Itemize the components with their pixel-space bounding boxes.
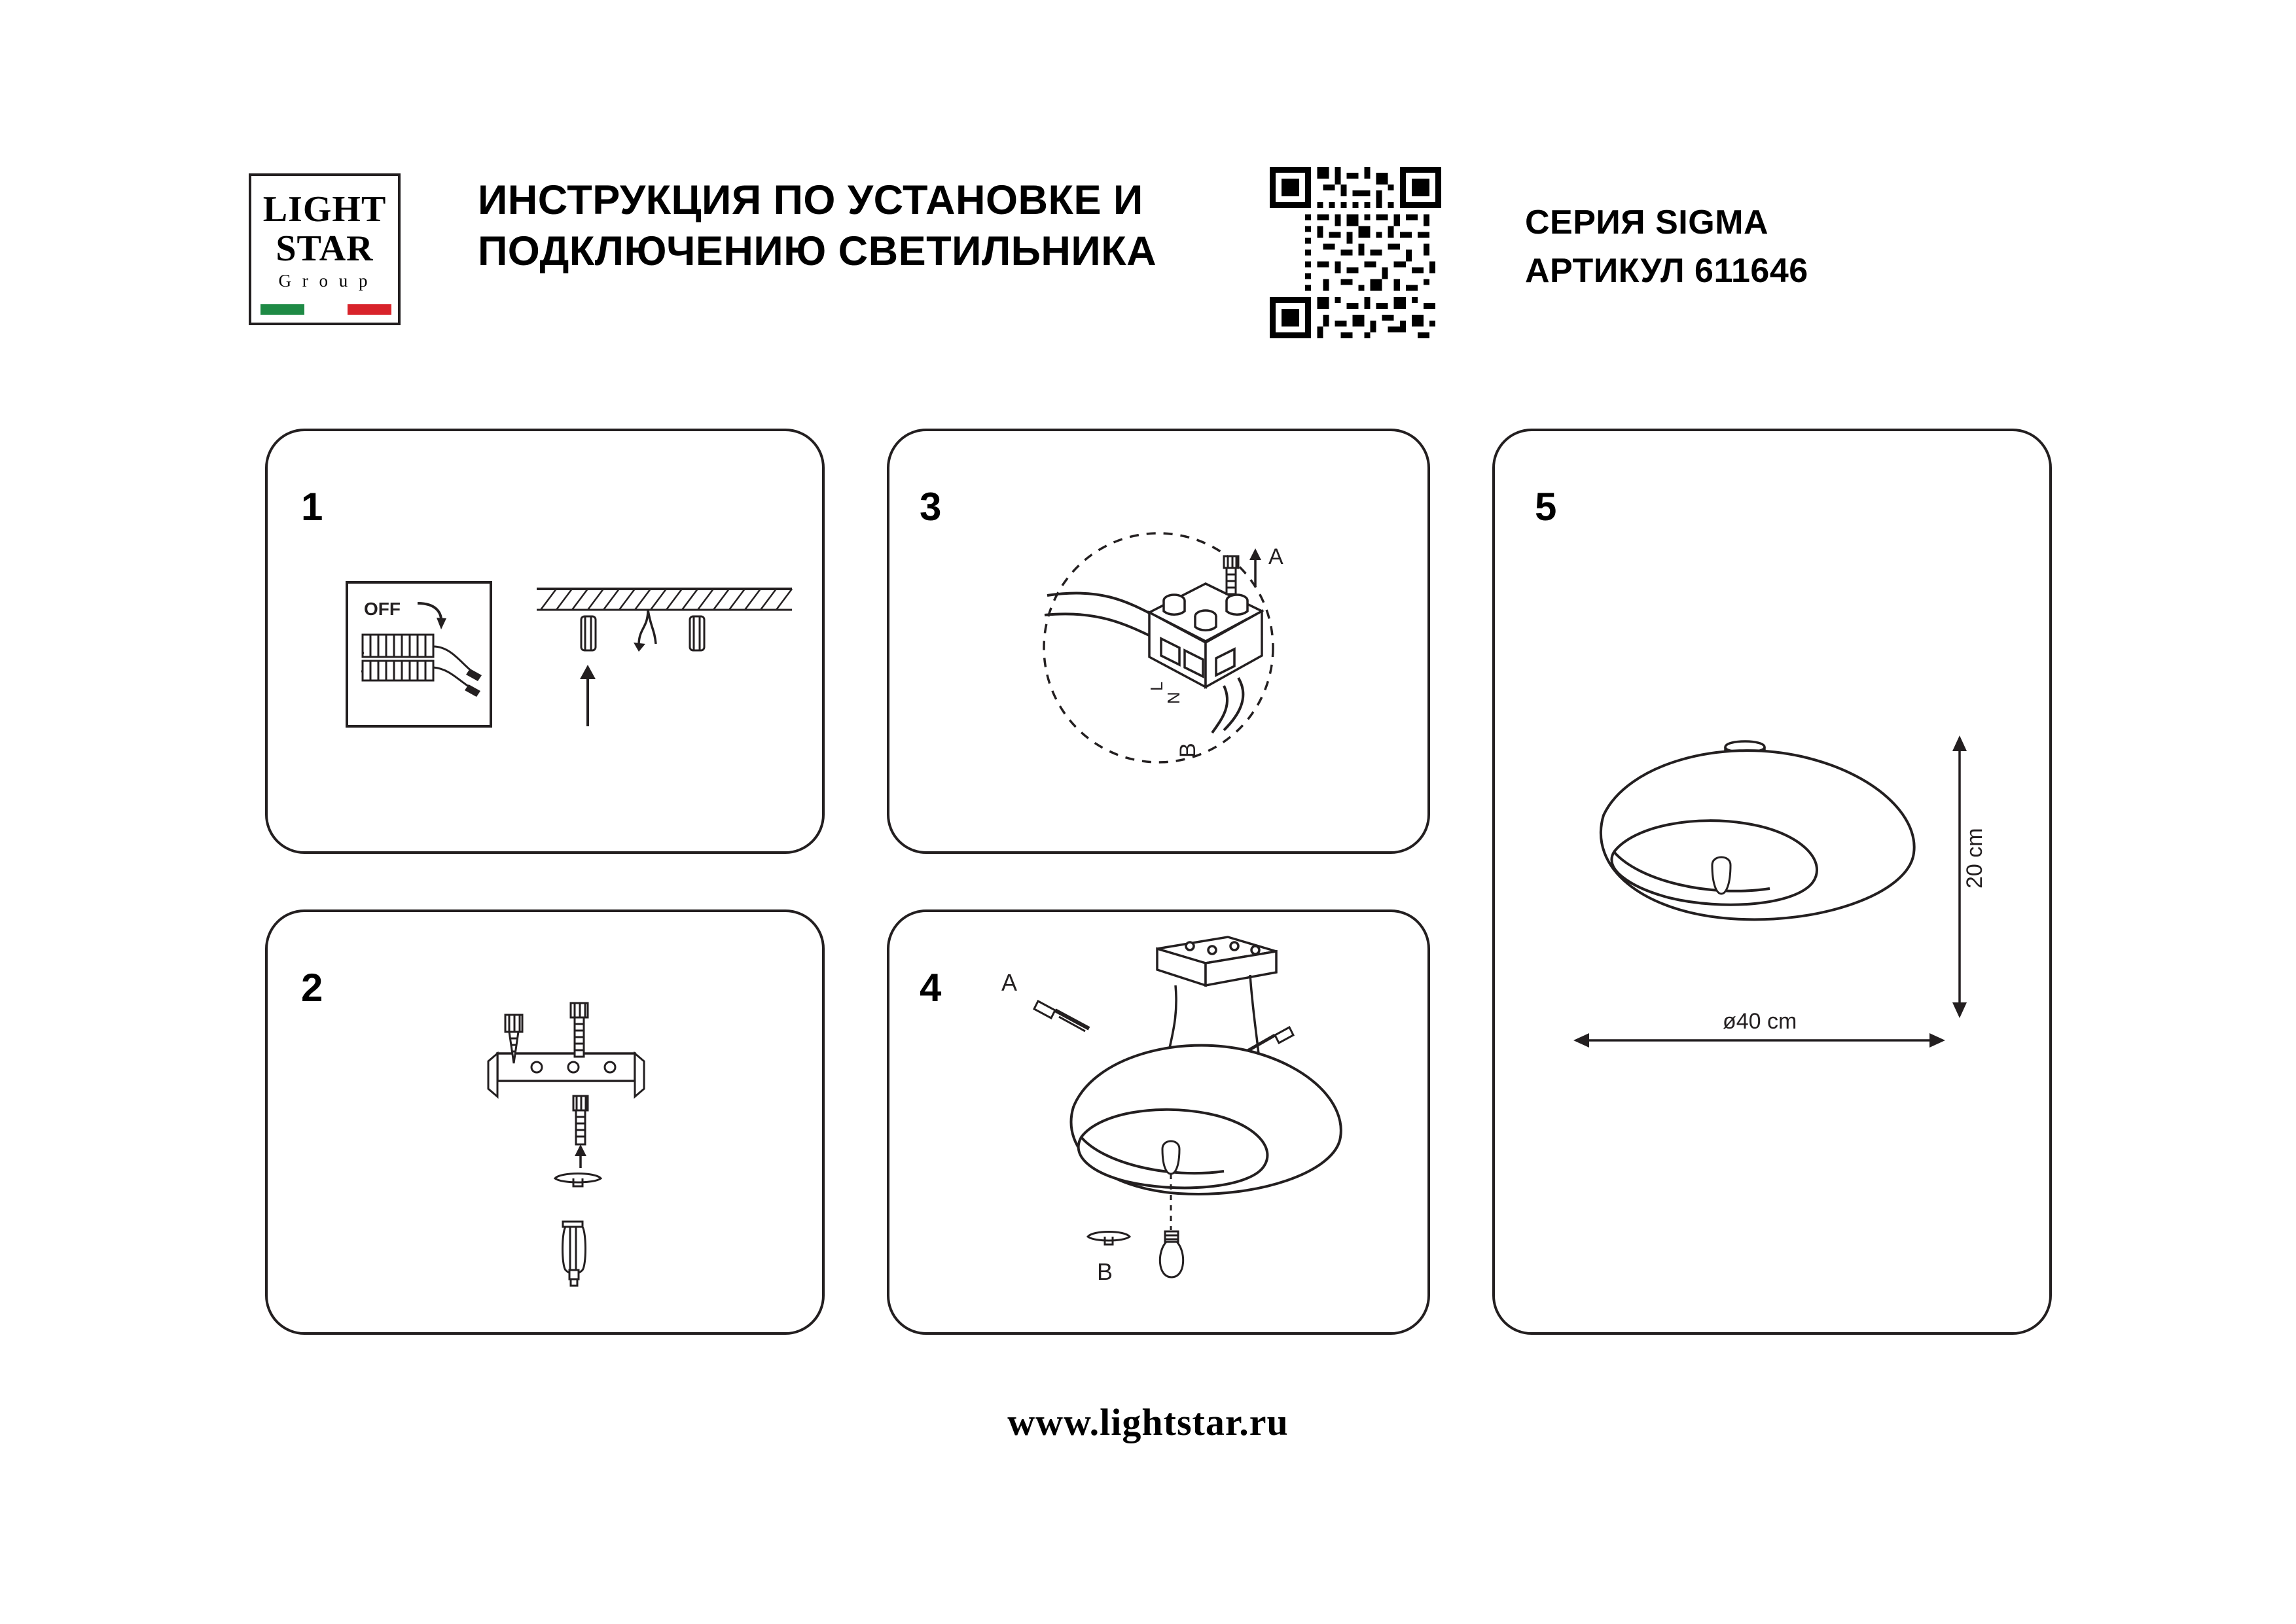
step4-label-a: A xyxy=(1001,969,1018,996)
step-number-1: 1 xyxy=(301,485,323,529)
step5-diameter-label: ø40 cm xyxy=(1723,1009,1797,1034)
step-number-5: 5 xyxy=(1535,485,1557,529)
step4-illustration xyxy=(982,929,1394,1322)
step4-label-b: B xyxy=(1097,1258,1113,1285)
footer-website[interactable]: www.lightstar.ru xyxy=(1007,1401,1289,1443)
logo-text-light: LIGHT xyxy=(262,189,387,230)
step2-illustration xyxy=(458,952,694,1292)
step5-height-label: 20 cm xyxy=(1962,828,1987,889)
logo-text-star: STAR xyxy=(276,228,374,269)
qr-code-icon xyxy=(1270,167,1441,338)
logo-text-group: G r o u p xyxy=(278,271,371,291)
step-number-2: 2 xyxy=(301,966,323,1010)
step5-illustration xyxy=(1558,713,2016,1080)
step3-label-l: L xyxy=(1147,681,1166,691)
article-label: АРТИКУЛ 611646 xyxy=(1525,252,1808,290)
page-header xyxy=(249,167,2055,337)
step3-illustration xyxy=(1028,517,1316,792)
brand-logo xyxy=(249,173,401,325)
step-number-4: 4 xyxy=(920,966,942,1010)
series-label: СЕРИЯ SIGMA xyxy=(1525,203,1769,241)
step3-label-n: N xyxy=(1164,692,1183,704)
step3-label-a: A xyxy=(1268,544,1283,569)
page-title: ИНСТРУКЦИЯ ПО УСТАНОВКЕ И ПОДКЛЮЧЕНИЮ СВЕТИЛЬНИКА xyxy=(478,177,1157,274)
step-number-3: 3 xyxy=(920,485,942,529)
off-label: OFF xyxy=(364,599,401,619)
product-meta xyxy=(1525,198,2022,295)
step3-label-b: B xyxy=(1175,743,1200,758)
italian-flag-icon xyxy=(260,304,391,315)
step1-illustration xyxy=(340,569,798,746)
